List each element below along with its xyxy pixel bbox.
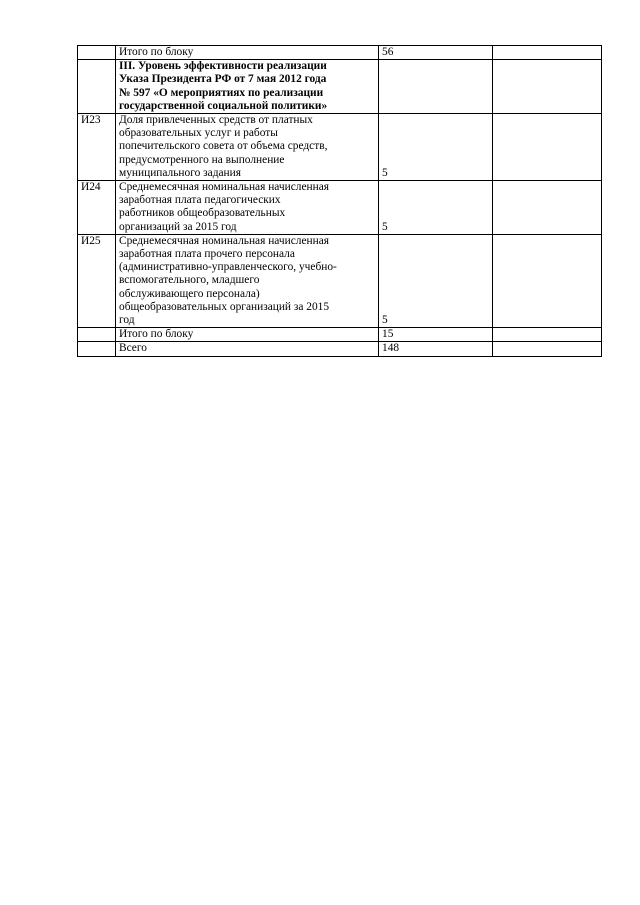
row-name-line: образовательных услуг и работы xyxy=(119,127,278,140)
table-row-section-header xyxy=(78,60,602,114)
table-row-grand-total xyxy=(78,342,602,356)
row-name-line: Указа Президента РФ от 7 мая 2012 года xyxy=(119,73,327,86)
row-name-line: Всего xyxy=(119,342,147,355)
row-code xyxy=(78,328,116,342)
row-name-line: Итого по блоку xyxy=(119,46,194,58)
row-name-line: Среднемесячная номинальная начисленная xyxy=(119,234,330,247)
row-code xyxy=(78,46,116,60)
row-name-line: Итого по блоку xyxy=(119,328,194,341)
row-name-line: попечительского совета от объема средств, xyxy=(119,140,328,153)
row-name-line: год xyxy=(119,314,135,327)
row-name xyxy=(116,60,379,114)
row-value: 5 xyxy=(379,181,493,235)
row-extra xyxy=(493,60,602,114)
row-name xyxy=(116,181,379,235)
row-name xyxy=(116,114,379,181)
table-row-i23 xyxy=(78,114,602,181)
row-name-line: заработная плата прочего персонала xyxy=(119,248,295,261)
row-code: И23 xyxy=(78,114,116,181)
row-extra xyxy=(493,342,602,356)
row-name-line: заработная плата педагогических xyxy=(119,194,281,207)
row-name-line: Среднемесячная номинальная начисленная xyxy=(119,181,330,194)
row-name-line: вспомогательного, младшего xyxy=(119,274,260,287)
row-value: 148 xyxy=(379,342,493,356)
row-name xyxy=(116,342,379,356)
row-name-line: III. Уровень эффективности реализации xyxy=(119,60,327,73)
row-code: И25 xyxy=(78,234,116,327)
table-row-block-total-2 xyxy=(78,328,602,342)
row-code: И24 xyxy=(78,181,116,235)
row-extra xyxy=(493,114,602,181)
row-extra xyxy=(493,328,602,342)
row-name xyxy=(116,328,379,342)
row-name-line: муниципального задания xyxy=(119,166,241,179)
row-value xyxy=(379,60,493,114)
row-extra xyxy=(493,181,602,235)
row-name xyxy=(116,234,379,327)
row-name-line: (административно-управленческого, учебно- xyxy=(119,261,337,274)
row-value: 15 xyxy=(379,328,493,342)
row-name-line: общеобразовательных организаций за 2015 xyxy=(119,300,330,313)
row-value: 56 xyxy=(379,46,493,60)
row-name-line: предусмотренного на выполнение xyxy=(119,153,285,166)
row-value: 5 xyxy=(379,114,493,181)
row-name-line: работников общеобразовательных xyxy=(119,207,286,220)
table-row-i24 xyxy=(78,181,602,235)
row-extra xyxy=(493,46,602,60)
row-name-line: организаций за 2015 год xyxy=(119,220,237,233)
indicator-table-body xyxy=(78,46,602,357)
row-name-line: № 597 «О мероприятиях по реализации xyxy=(119,86,324,99)
row-name xyxy=(116,46,379,60)
indicator-table xyxy=(77,45,602,357)
table-row-i25 xyxy=(78,234,602,327)
row-extra xyxy=(493,234,602,327)
row-name-line: Доля привлеченных средств от платных xyxy=(119,114,313,127)
table-row-block-total-1 xyxy=(78,46,602,60)
row-code xyxy=(78,342,116,356)
row-code xyxy=(78,60,116,114)
row-name-line: государственной социальной политики» xyxy=(119,99,328,112)
row-value: 5 xyxy=(379,234,493,327)
row-name-line: обслуживающего персонала) xyxy=(119,287,260,300)
